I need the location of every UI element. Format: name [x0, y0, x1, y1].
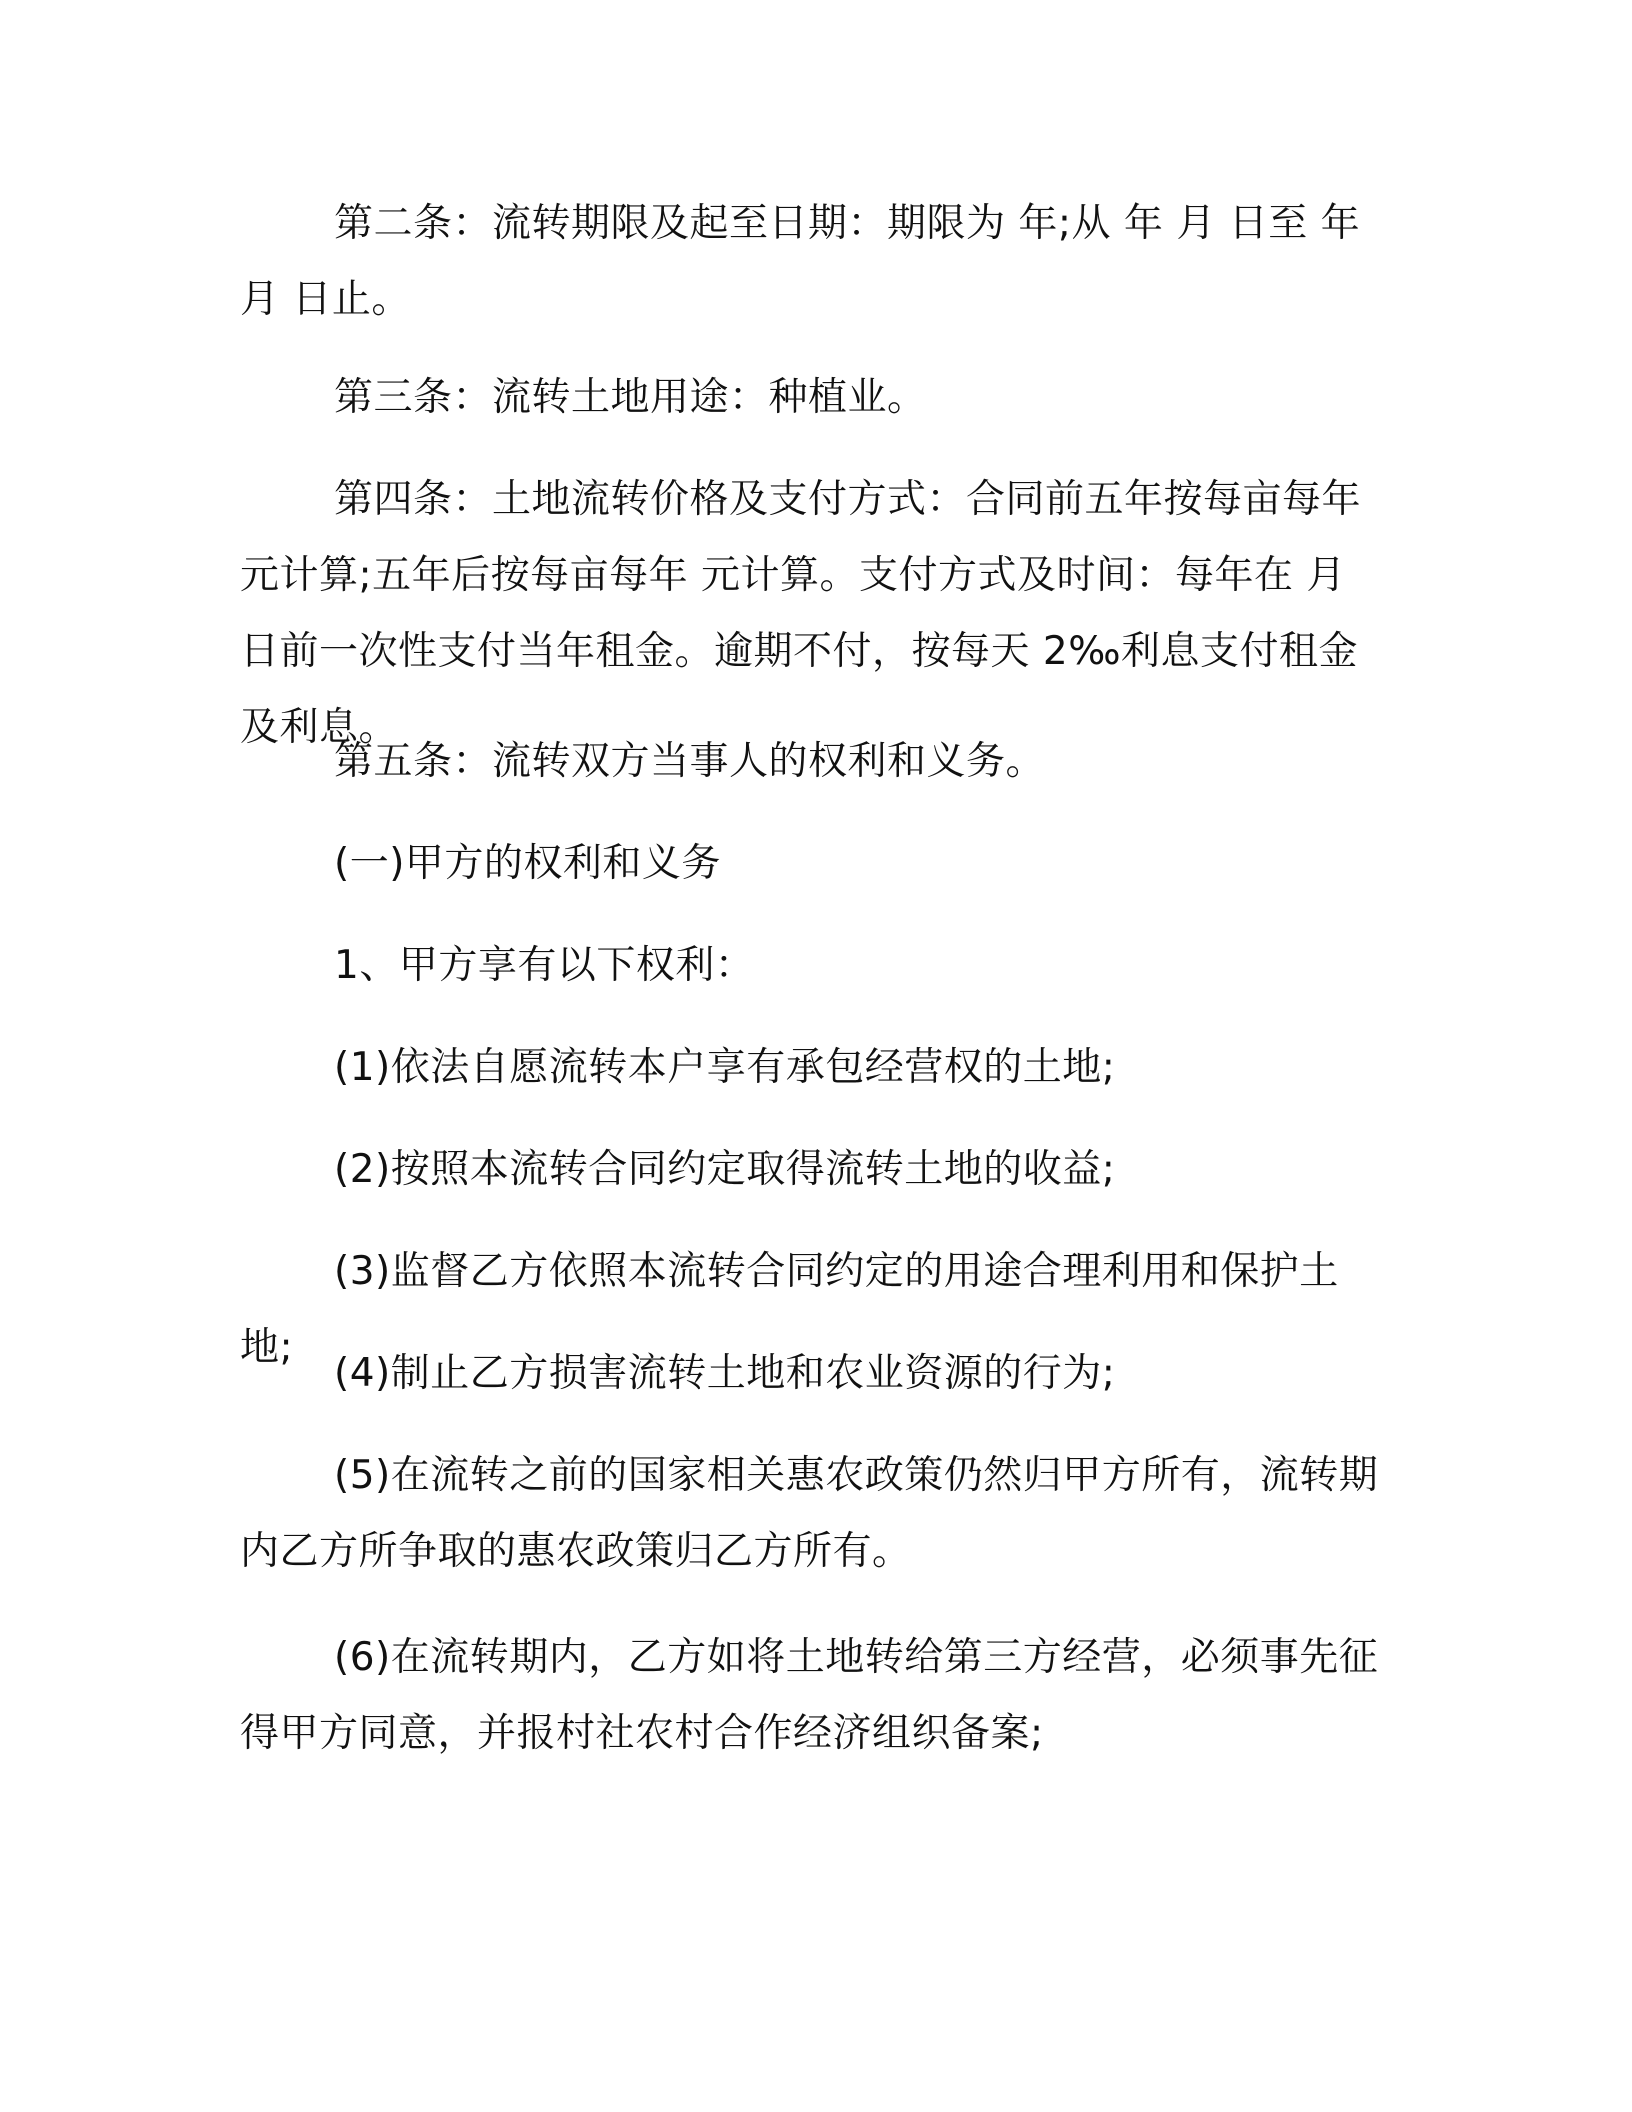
article-2-paragraph: 第二条：流转期限及起至日期：期限为 年;从 年 月 日至 年 月 日止。 — [240, 201, 1361, 322]
article-3-paragraph: 第三条：流转土地用途：种植业。 — [334, 375, 927, 420]
party-a-heading: (一)甲方的权利和义务 — [334, 841, 721, 886]
right-item-3: (3)监督乙方依照本流转合同约定的用途合理利用和保护土地; — [240, 1249, 1339, 1370]
right-item-5: (5)在流转之前的国家相关惠农政策仍然归甲方所有，流转期内乙方所争取的惠农政策归乙方所有。 — [240, 1453, 1379, 1574]
right-item-1: (1)依法自愿流转本户享有承包经营权的土地; — [334, 1045, 1116, 1090]
right-item-2: (2)按照本流转合同约定取得流转土地的收益; — [334, 1147, 1116, 1192]
party-a-rights-heading: 1、甲方享有以下权利： — [334, 943, 755, 988]
right-item-4: (4)制止乙方损害流转土地和农业资源的行为; — [334, 1351, 1116, 1396]
article-5-paragraph: 第五条：流转双方当事人的权利和义务。 — [334, 739, 1046, 784]
right-item-6: (6)在流转期内，乙方如将土地转给第三方经营，必须事先征得甲方同意，并报村社农村合作经济组织备案; — [240, 1635, 1379, 1756]
article-4-paragraph: 第四条：土地流转价格及支付方式：合同前五年按每亩每年 元计算;五年后按每亩每年 元计算。支付方式及时间：每年在 月 日前一次性支付当年租金。逾期不付，按每天 2‰利息支付租金及利息。 — [240, 477, 1362, 750]
